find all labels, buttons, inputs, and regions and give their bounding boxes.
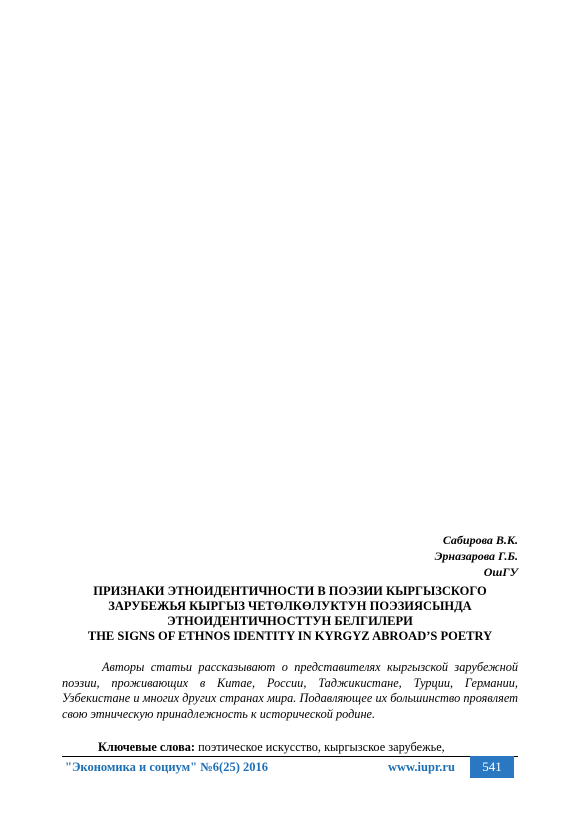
title-en: THE SIGNS OF ETHNOS IDENTITY IN KYRGYZ ABROAD’S POETRY (87, 629, 493, 643)
journal-name: "Экономика и социум" №6(25) 2016 (65, 760, 268, 774)
affiliation: ОшГУ (483, 565, 518, 579)
author-block (435, 532, 518, 580)
keywords-label: Ключевые слова: (98, 740, 195, 754)
article-title (62, 584, 518, 644)
page-number: 541 (470, 756, 514, 778)
keywords-text: поэтическое искусство, кыргызское зарубежье, (198, 740, 445, 754)
footer-divider (62, 756, 518, 757)
author-name: Сабирова В.К. (442, 533, 518, 547)
keywords (62, 740, 518, 755)
abstract: Авторы статьи рассказывают о представителях кыргызской зарубежной поэзии, проживающих в Китае, России, Таджикистане, Турции, Германии, Узбекистане и многих других странах мира. Подавляющее их большинство проявляет свою этническую принадлежность к исторической родине. (62, 660, 518, 721)
title-ru: ПРИЗНАКИ ЭТНОИДЕНТИЧНОСТИ В ПОЭЗИИ КЫРГЫЗСКОГО ЗАРУБЕЖЬЯ КЫРГЫЗ ЧЕТӨЛКӨЛУКТУН ПОЭЗИЯСЫНДА ЭТНОИДЕНТИЧНОСТТУН БЕЛГИЛЕРИ (93, 584, 487, 628)
journal-url[interactable]: www.iupr.ru (388, 760, 455, 774)
author-name: Эрназарова Г.Б. (434, 549, 518, 563)
